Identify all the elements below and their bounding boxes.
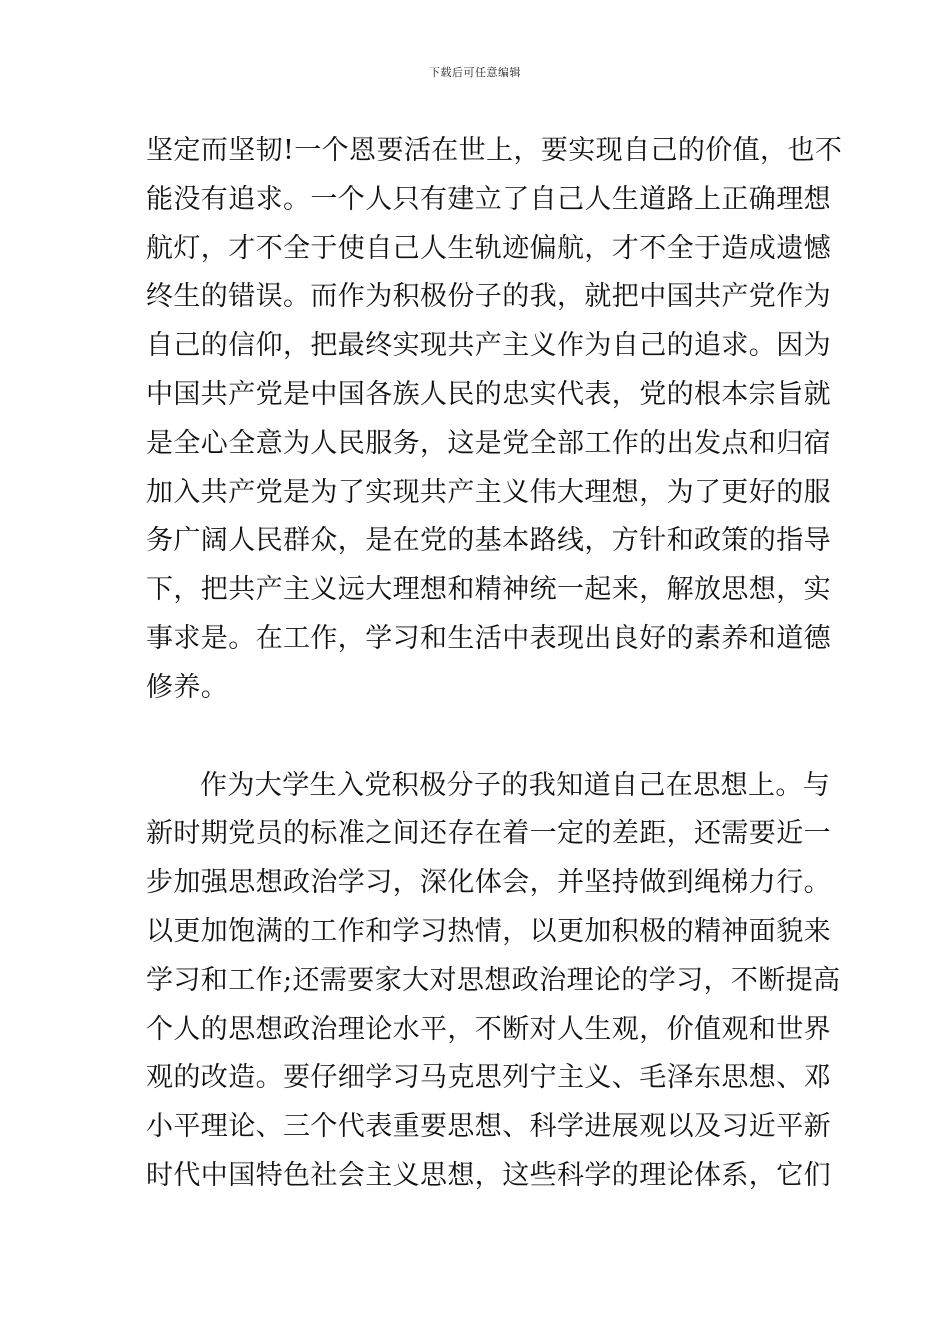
paragraph-line: 能没有追求。一个人只有建立了自己人生道路上正确理想 xyxy=(146,183,831,215)
paragraph-line: 航灯，才不全于使自己人生轨迹偏航，才不全于造成遗憾 xyxy=(146,232,831,264)
paragraph-line: 加入共产党是为了实现共产主义伟大理想，为了更好的服 xyxy=(146,476,831,508)
paragraph-line: 下，把共产主义远大理想和精神统一起来，解放思想，实 xyxy=(146,574,831,606)
paragraph-line: 个人的思想政治理论水平，不断对人生观，价值观和世界 xyxy=(146,1013,831,1045)
paragraph-line: 自己的信仰，把最终实现共产主义作为自己的追求。因为 xyxy=(146,330,831,362)
paragraph-2 xyxy=(146,762,841,1201)
paragraph-line: 事求是。在工作，学习和生活中表现出良好的素养和道德 xyxy=(146,622,831,654)
paragraph-line: 修养。 xyxy=(146,671,229,703)
paragraph-line: 新时期党员的标准之间还存在着一定的差距，还需要近一 xyxy=(146,818,831,850)
paragraph-line: 步加强思想政治学习，深化体会，并坚持做到绳梯力行。 xyxy=(146,867,831,899)
paragraph-line: 作为大学生入党积极分子的我知道自己在思想上。与 xyxy=(200,769,831,801)
paragraph-line: 是全心全意为人民服务，这是党全部工作的出发点和归宿 xyxy=(146,427,831,459)
paragraph-line: 坚定而坚韧!一个恩要活在世上，要实现自己的价值，也不 xyxy=(146,135,843,166)
paragraph-spacer xyxy=(146,713,816,762)
paragraph-1 xyxy=(146,127,843,713)
paragraph-line: 终生的错误。而作为积极份子的我，就把中国共产党作为 xyxy=(146,281,831,313)
page-header: 下载后可任意编辑 xyxy=(429,66,521,79)
paragraph-line: 时代中国特色社会主义思想，这些科学的理论体系，它们 xyxy=(146,1159,831,1191)
paragraph-line: 小平理论、三个代表重要思想、科学进展观以及习近平新 xyxy=(146,1111,831,1143)
paragraph-line: 中国共产党是中国各族人民的忠实代表，党的根本宗旨就 xyxy=(146,378,831,410)
paragraph-line: 观的改造。要仔细学习马克思列宁主义、毛泽东思想、邓 xyxy=(146,1062,831,1094)
document-body xyxy=(146,127,843,1201)
paragraph-line: 以更加饱满的工作和学习热情，以更加积极的精神面貌来 xyxy=(146,915,831,947)
paragraph-line: 务广阔人民群众，是在党的基本路线，方针和政策的指导 xyxy=(146,525,831,557)
paragraph-line: 学习和工作;还需要家大对思想政治理论的学习，不断提高 xyxy=(146,964,841,996)
